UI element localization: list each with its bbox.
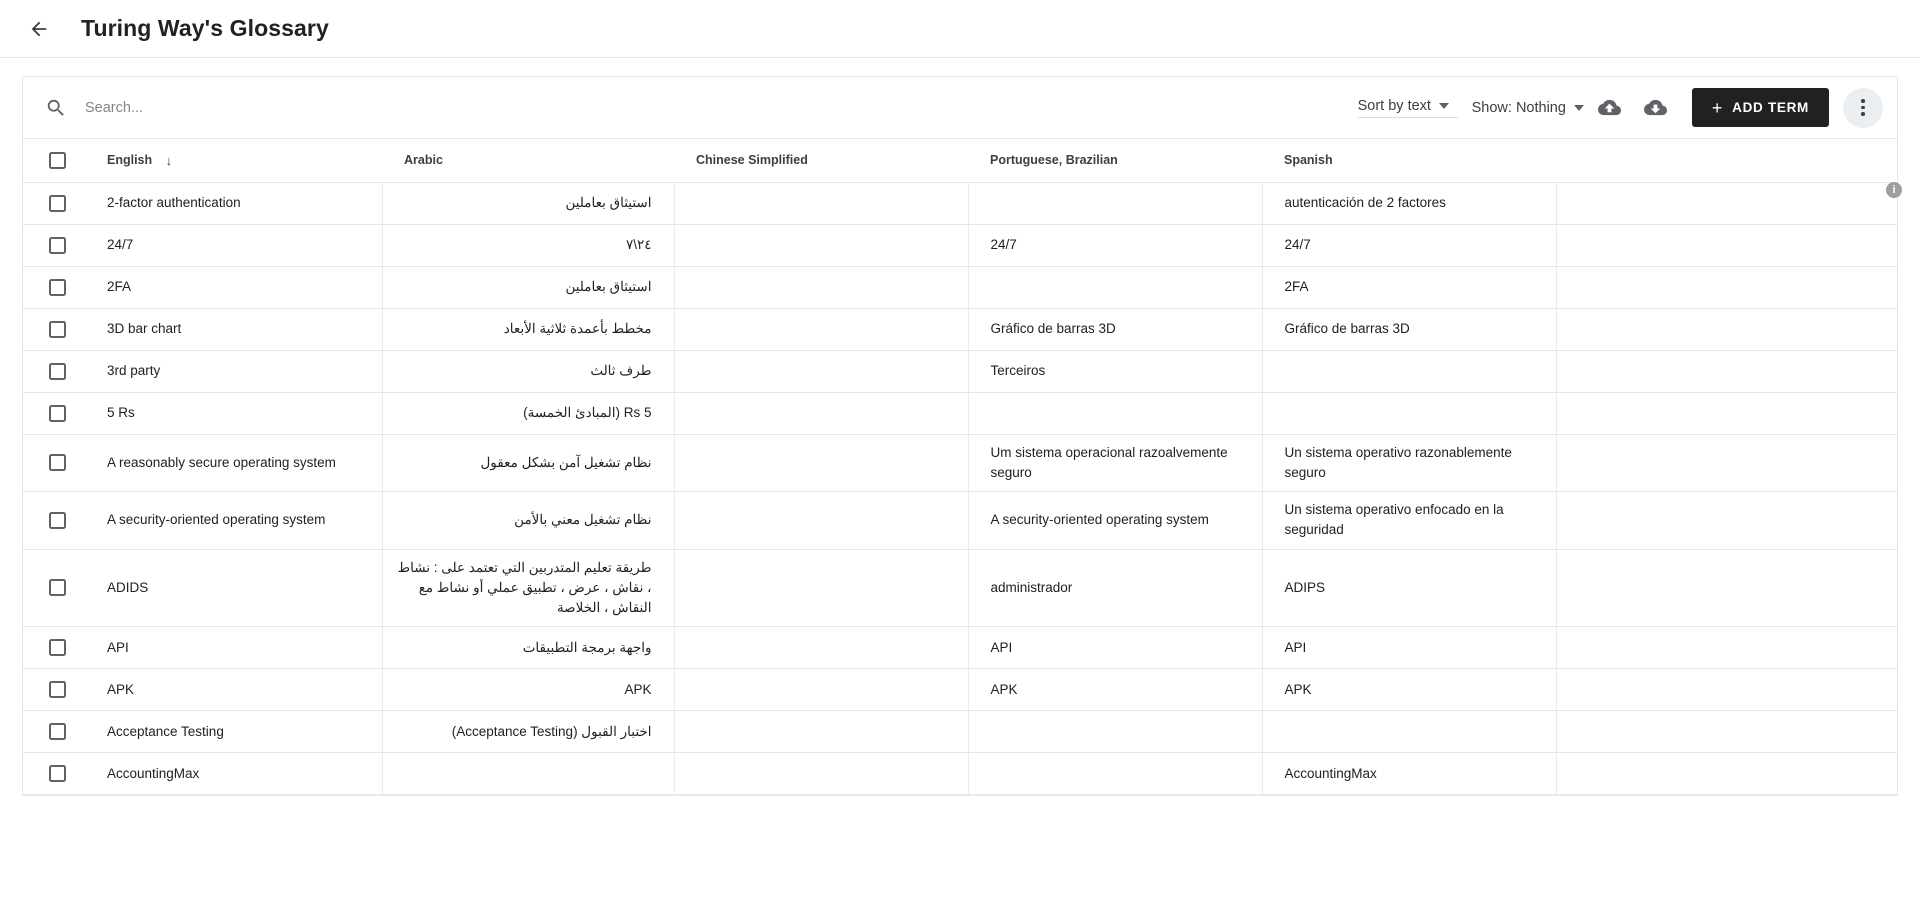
table-header-row [23,139,1898,182]
cell-spanish[interactable]: 2FA [1262,266,1556,308]
cell-arabic[interactable]: APK [382,669,674,711]
row-select-cell [23,392,85,434]
cell-arabic[interactable]: 5 Rs (المبادئ الخمسة) [382,392,674,434]
cell-portuguese[interactable] [968,753,1262,795]
column-label-arabic: Arabic [404,153,443,168]
cell-extra[interactable] [1556,224,1898,266]
cell-chinese[interactable] [674,549,968,627]
cell-portuguese[interactable]: administrador [968,549,1262,627]
chevron-down-icon [1439,103,1449,109]
row-checkbox[interactable] [49,639,66,656]
sort-by-label: Sort by text [1357,97,1431,114]
cell-spanish[interactable] [1262,392,1556,434]
cell-extra[interactable] [1556,669,1898,711]
table-row[interactable] [23,627,1898,669]
cell-arabic[interactable]: مخطط بأعمدة ثلاثية الأبعاد [382,308,674,350]
row-select-cell [23,753,85,795]
column-header-english[interactable] [85,139,382,182]
cell-spanish[interactable]: Un sistema operativo razonablemente seguro [1262,434,1556,492]
row-checkbox[interactable] [49,237,66,254]
cell-portuguese[interactable] [968,182,1262,224]
row-select-cell [23,549,85,627]
cell-english[interactable]: API [85,627,382,669]
table-body [23,182,1898,795]
row-checkbox[interactable] [49,405,66,422]
cell-portuguese[interactable]: APK [968,669,1262,711]
cell-portuguese[interactable]: API [968,627,1262,669]
toolbar-region [0,58,1920,138]
cell-extra[interactable] [1556,753,1898,795]
cell-extra[interactable] [1556,549,1898,627]
row-checkbox[interactable] [49,765,66,782]
sort-descending-icon: ↓ [165,152,173,168]
row-select-cell [23,711,85,753]
cell-portuguese[interactable] [968,711,1262,753]
cloud-download-icon [1644,96,1667,119]
cell-chinese[interactable] [674,753,968,795]
cell-spanish[interactable]: AccountingMax [1262,753,1556,795]
page-title: Turing Way's Glossary [81,15,329,41]
arrow-left-icon [28,18,50,40]
top-app-bar [0,0,1920,58]
table-row[interactable] [23,182,1898,224]
select-all-cell [23,139,85,182]
column-header-arabic[interactable] [382,139,674,182]
cell-english[interactable]: APK [85,669,382,711]
cell-spanish[interactable]: API [1262,627,1556,669]
cell-spanish[interactable]: ADIPS [1262,549,1556,627]
cell-portuguese[interactable]: Terceiros [968,350,1262,392]
cell-portuguese[interactable]: A security-oriented operating system [968,492,1262,550]
table-row[interactable] [23,549,1898,627]
row-checkbox[interactable] [49,723,66,740]
add-term-button[interactable] [1692,88,1829,127]
cell-chinese[interactable] [674,308,968,350]
cloud-upload-icon [1598,96,1621,119]
table-row[interactable] [23,308,1898,350]
cell-extra[interactable] [1556,266,1898,308]
cell-portuguese[interactable]: Gráfico de barras 3D [968,308,1262,350]
search-icon [45,97,67,119]
cell-extra[interactable] [1556,627,1898,669]
select-all-checkbox[interactable] [49,152,66,169]
row-checkbox[interactable] [49,681,66,698]
row-select-cell [23,224,85,266]
table-row[interactable] [23,492,1898,550]
glossary-table [23,139,1898,795]
cell-chinese[interactable] [674,392,968,434]
add-term-label: ADD TERM [1732,100,1809,115]
cell-arabic[interactable]: واجهة برمجة التطبيقات [382,627,674,669]
cell-portuguese[interactable]: 24/7 [968,224,1262,266]
table-row[interactable] [23,224,1898,266]
cell-chinese[interactable] [674,266,968,308]
cell-english[interactable]: A reasonably secure operating system [85,434,382,492]
cell-english[interactable]: 3D bar chart [85,308,382,350]
cell-arabic[interactable]: استيثاق بعاملين [382,266,674,308]
cell-arabic[interactable]: اختبار القبول (Acceptance Testing) [382,711,674,753]
table-row[interactable] [23,434,1898,492]
column-header-extra[interactable] [1556,139,1898,182]
cell-spanish[interactable]: Gráfico de barras 3D [1262,308,1556,350]
cell-arabic[interactable]: نظام تشغيل آمن بشكل معقول [382,434,674,492]
cell-english[interactable]: AccountingMax [85,753,382,795]
import-button[interactable] [1590,88,1630,128]
cell-spanish[interactable]: autenticación de 2 factores [1262,182,1556,224]
show-select[interactable] [1472,100,1584,116]
cell-spanish[interactable] [1262,711,1556,753]
column-label-english: English [107,152,153,167]
table-toolbar [22,76,1898,138]
column-header-chinese[interactable] [674,139,968,182]
row-select-cell [23,434,85,492]
cell-english[interactable]: 2-factor authentication [85,182,382,224]
cell-arabic[interactable] [382,753,674,795]
more-options-button[interactable] [1843,88,1883,128]
cell-english[interactable]: A security-oriented operating system [85,492,382,550]
row-checkbox[interactable] [49,454,66,471]
cell-chinese[interactable] [674,182,968,224]
show-label: Show: Nothing [1471,99,1566,116]
cell-chinese[interactable] [674,669,968,711]
row-select-cell [23,308,85,350]
cell-extra[interactable] [1556,308,1898,350]
cell-chinese[interactable] [674,434,968,492]
row-select-cell [23,182,85,224]
column-label-portuguese: Portuguese, Brazilian [990,153,1118,168]
cell-portuguese[interactable]: Um sistema operacional razoalvemente seguro [968,434,1262,492]
table-row[interactable] [23,711,1898,753]
cell-extra[interactable] [1556,492,1898,550]
cell-extra[interactable] [1556,434,1898,492]
table-header [23,139,1898,182]
cell-english[interactable]: Acceptance Testing [85,711,382,753]
row-checkbox[interactable] [49,195,66,212]
column-header-spanish[interactable] [1262,139,1556,182]
info-badge[interactable]: i [1886,182,1902,198]
cell-english[interactable]: 24/7 [85,224,382,266]
row-checkbox[interactable] [49,279,66,296]
cell-extra[interactable] [1556,392,1898,434]
cell-spanish[interactable] [1262,350,1556,392]
row-select-cell [23,492,85,550]
cell-extra[interactable] [1556,711,1898,753]
table-row[interactable] [23,753,1898,795]
cell-english[interactable]: 2FA [85,266,382,308]
cell-chinese[interactable] [674,492,968,550]
sort-by-select[interactable] [1358,98,1458,118]
more-vertical-icon [1861,99,1865,116]
column-label-chinese: Chinese Simplified [696,153,808,168]
cell-spanish[interactable]: Un sistema operativo enfocado en la seguridad [1262,492,1556,550]
cell-portuguese[interactable] [968,392,1262,434]
cell-english[interactable]: 5 Rs [85,392,382,434]
cell-arabic[interactable]: استيثاق بعاملين [382,182,674,224]
table-row[interactable] [23,392,1898,434]
cell-chinese[interactable] [674,224,968,266]
cell-spanish[interactable]: 24/7 [1262,224,1556,266]
cell-arabic[interactable]: ٢٤\٧ [382,224,674,266]
row-select-cell [23,669,85,711]
column-label-spanish: Spanish [1284,153,1333,168]
row-select-cell [23,350,85,392]
cell-extra[interactable] [1556,350,1898,392]
cell-extra[interactable] [1556,182,1898,224]
row-checkbox[interactable] [49,321,66,338]
table-row[interactable] [23,350,1898,392]
row-checkbox[interactable] [49,363,66,380]
cell-arabic[interactable]: طريقة تعليم المتدربين التي تعتمد على : نشاط ، نقاش ، عرض ، تطبيق عملي أو نشاط مع النقاش ، الخلاصة [382,549,674,627]
plus-icon: + [1711,97,1724,118]
cell-chinese[interactable] [674,711,968,753]
column-header-portuguese[interactable] [968,139,1262,182]
cell-chinese[interactable] [674,627,968,669]
cell-english[interactable]: 3rd party [85,350,382,392]
cell-portuguese[interactable] [968,266,1262,308]
table-row[interactable] [23,266,1898,308]
glossary-table-container [22,138,1898,796]
export-button[interactable] [1636,88,1676,128]
search-input[interactable] [85,94,1344,122]
cell-arabic[interactable]: طرف ثالث [382,350,674,392]
cell-english[interactable]: ADIDS [85,549,382,627]
table-row[interactable] [23,669,1898,711]
row-select-cell [23,266,85,308]
cell-chinese[interactable] [674,350,968,392]
cell-arabic[interactable]: نظام تشغيل معني بالأمن [382,492,674,550]
chevron-down-icon [1574,105,1584,111]
cell-spanish[interactable]: APK [1262,669,1556,711]
back-button[interactable] [22,12,56,46]
row-checkbox[interactable] [49,512,66,529]
row-select-cell [23,627,85,669]
row-checkbox[interactable] [49,579,66,596]
